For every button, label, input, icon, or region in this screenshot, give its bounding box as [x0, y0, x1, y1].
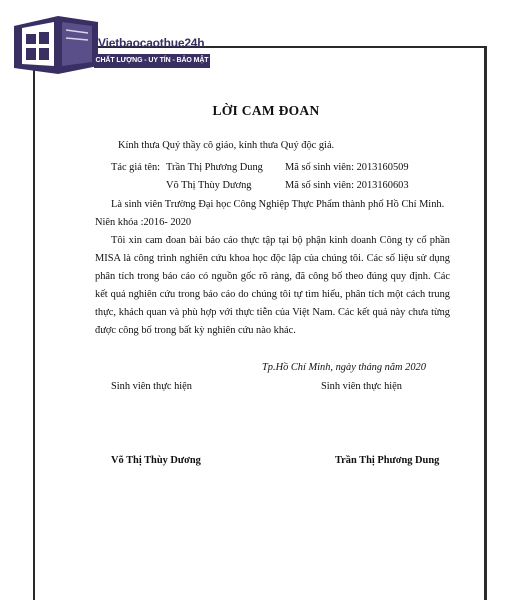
signer-2-role: Sinh viên thực hiện: [321, 381, 402, 392]
author-1-name: Trần Thị Phương Dung: [166, 162, 263, 173]
place-date: Tp.Hồ Chí Minh, ngày tháng năm 2020: [262, 362, 426, 373]
school-line: Là sinh viên Trường Đại học Công Nghiệp Thực Phẩm thành phố Hồ Chí Minh.: [111, 199, 445, 210]
paragraph-line-3: phân tích trong báo cáo có nguồn gốc rõ ràng, đã công bố theo đúng quy định. Các: [95, 271, 450, 282]
cohort-line: Niên khóa :2016- 2020: [95, 217, 192, 228]
site-logo: [14, 14, 209, 78]
greeting: Kính thưa Quý thầy cô giáo, kính thưa Quý độc giả.: [118, 140, 335, 151]
signer-2-name: Trần Thị Phương Dung: [335, 455, 440, 466]
author-1-student-id: Mã số sinh viên: 2013160509: [285, 162, 409, 173]
author-2-name: Võ Thị Thùy Dương: [166, 180, 252, 191]
signer-1-role: Sinh viên thực hiện: [111, 381, 192, 392]
paragraph-line-2: MISA là công trình nghiên cứu khoa học độc lập của chúng tôi. Các số liệu sử dụng: [95, 253, 450, 264]
paragraph-line-1: Tôi xin cam đoan bài báo cáo thực tập tại bộ phận kinh doanh Công ty cổ phần: [111, 235, 450, 246]
paragraph-line-6: được công bố trong bất kỳ nghiên cứu nào khác.: [95, 325, 296, 336]
author-2-student-id: Mã số sinh viên: 2013160603: [285, 180, 409, 191]
paragraph-line-5: thực, khách quan và phù hợp với thực tiễn của Việt Nam. Các kết quả này chưa từng: [95, 307, 450, 318]
author-1-prefix: Tác giả tên:: [111, 162, 161, 173]
logo-tagline: CHẤT LƯỢNG - UY TÍN - BẢO MẬT: [94, 54, 210, 68]
page-border-right: [484, 46, 487, 600]
page-border-left: [33, 62, 35, 600]
paragraph-line-4: kết quả nghiên cứu trong báo cáo do chúng tôi tự tìm hiểu, phân tích một cách trung: [95, 289, 450, 300]
book-logo-icon: [14, 14, 100, 76]
document-title: LỜI CAM ĐOAN: [212, 103, 320, 118]
signer-1-name: Võ Thị Thùy Dương: [111, 455, 201, 466]
logo-name: Vietbaocaothue24h: [98, 36, 205, 50]
